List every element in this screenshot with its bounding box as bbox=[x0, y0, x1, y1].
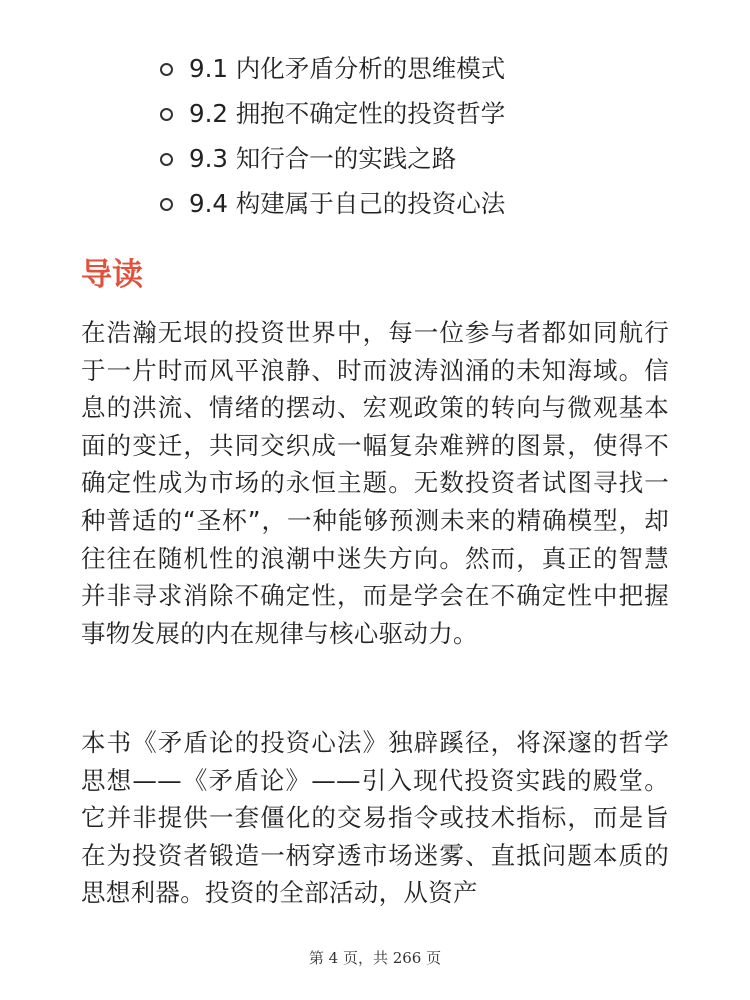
section-heading: 导读 bbox=[81, 257, 143, 293]
table-of-contents bbox=[0, 46, 750, 226]
toc-item[interactable] bbox=[0, 136, 750, 181]
toc-item-label: 9.2 拥抱不确定性的投资哲学 bbox=[189, 99, 506, 128]
hollow-circle-bullet-icon bbox=[160, 198, 173, 211]
hollow-circle-bullet-icon bbox=[160, 108, 173, 121]
hollow-circle-bullet-icon bbox=[160, 63, 173, 76]
toc-item[interactable] bbox=[0, 181, 750, 226]
body-paragraph: 在浩瀚无垠的投资世界中，每一位参与者都如同航行于一片时而风平浪静、时而波涛汹涌的未知海域。信息的洪流、情绪的摆动、宏观政策的转向与微观基本面的变迁，共同交织成一幅复杂难辨的图景，使得不确定性成为市场的永恒主题。无数投资者试图寻找一种普适的“圣杯”，一种能够预测未来的精确模型，却往往在随机性的浪潮中迷失方向。然而，真正的智慧并非寻求消除不确定性，而是学会在不确定性中把握事物发展的内在规律与核心驱动力。 bbox=[81, 318, 669, 648]
toc-item-label: 9.1 内化矛盾分析的思维模式 bbox=[189, 54, 506, 83]
toc-item[interactable] bbox=[0, 46, 750, 91]
hollow-circle-bullet-icon bbox=[160, 153, 173, 166]
toc-item[interactable] bbox=[0, 91, 750, 136]
body-paragraph: 本书《矛盾论的投资心法》独辟蹊径，将深邃的哲学思想——《矛盾论》——引入现代投资实践的殿堂。它并非提供一套僵化的交易指令或技术指标，而是旨在为投资者锻造一柄穿透市场迷雾、直抵问题本质的思想利器。投资的全部活动，从资产 bbox=[81, 728, 669, 908]
toc-item-label: 9.3 知行合一的实践之路 bbox=[189, 144, 457, 173]
page-number-footer: 第 4 页，共 266 页 bbox=[308, 949, 442, 967]
toc-item-label: 9.4 构建属于自己的投资心法 bbox=[189, 189, 506, 218]
